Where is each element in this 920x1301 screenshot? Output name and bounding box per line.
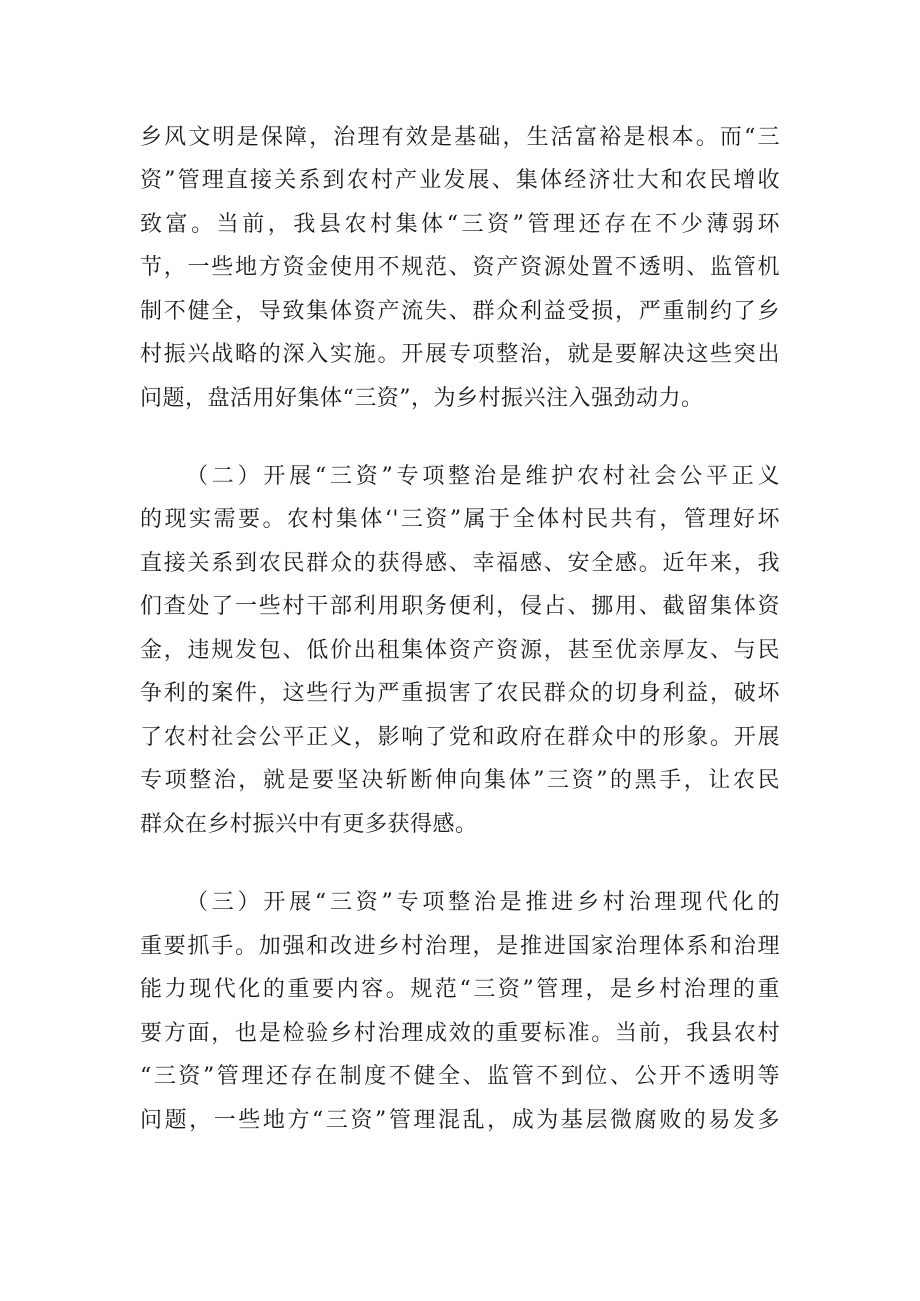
text-line: 能力现代化的重要内容。规范“三资”管理，是乡村治理的重 — [140, 977, 780, 1002]
text-line: 制不健全，导致集体资产流失、群众利益受损，严重制约了乡 — [140, 299, 780, 324]
text-line: 要方面，也是检验乡村治理成效的重要标准。当前，我县农村 — [140, 1021, 780, 1046]
text-line: 争利的案件，这些行为严重损害了农民群众的切身利益，破坏 — [140, 681, 780, 706]
text-line: 了农村社会公平正义，影响了党和政府在群众中的形象。开展 — [140, 725, 780, 750]
text-line: 村振兴战略的深入实施。开展专项整治，就是要解决这些突出 — [140, 342, 780, 367]
text-line: 专项整治，就是要坚决斩断伸向集体”三资”的黑手，让农民 — [140, 768, 780, 793]
text-line: 资”管理直接关系到农村产业发展、集体经济壮大和农民增收 — [140, 168, 780, 193]
text-line: 金，违规发包、低价出租集体资产资源，甚至优亲厚友、与民 — [140, 638, 780, 663]
text-line: 的现实需要。农村集体‘'三资”属于全体村民共有，管理好坏 — [140, 507, 780, 532]
text-line: （三）开展“三资”专项整治是推进乡村治理现代化的 — [186, 890, 780, 915]
text-line: 们查处了一些村干部利用职务便利，侵占、挪用、截留集体资 — [140, 594, 780, 619]
text-line: 重要抓手。加强和改进乡村治理，是推进国家治理体系和治理 — [140, 934, 780, 959]
text-line: 问题，盘活用好集体“三资”，为乡村振兴注入强劲动力。 — [140, 386, 704, 411]
text-line: 群众在乡村振兴中有更多获得感。 — [140, 812, 478, 837]
text-line: 直接关系到农民群众的获得感、幸福感、安全感。近年来，我 — [140, 551, 780, 576]
text-line: 乡风文明是保障，治理有效是基础，生活富裕是根本。而“三 — [140, 125, 780, 150]
text-line: （二）开展“三资”专项整治是维护农村社会公平正义 — [186, 464, 780, 489]
text-line: 致富。当前，我县农村集体“三资”管理还存在不少薄弱环 — [140, 212, 780, 237]
text-line: 问题，一些地方“三资”管理混乱，成为基层微腐败的易发多 — [140, 1108, 780, 1133]
text-line: “三资”管理还存在制度不健全、监管不到位、公开不透明等 — [140, 1064, 780, 1089]
text-line: 节，一些地方资金使用不规范、资产资源处置不透明、监管机 — [140, 255, 780, 280]
